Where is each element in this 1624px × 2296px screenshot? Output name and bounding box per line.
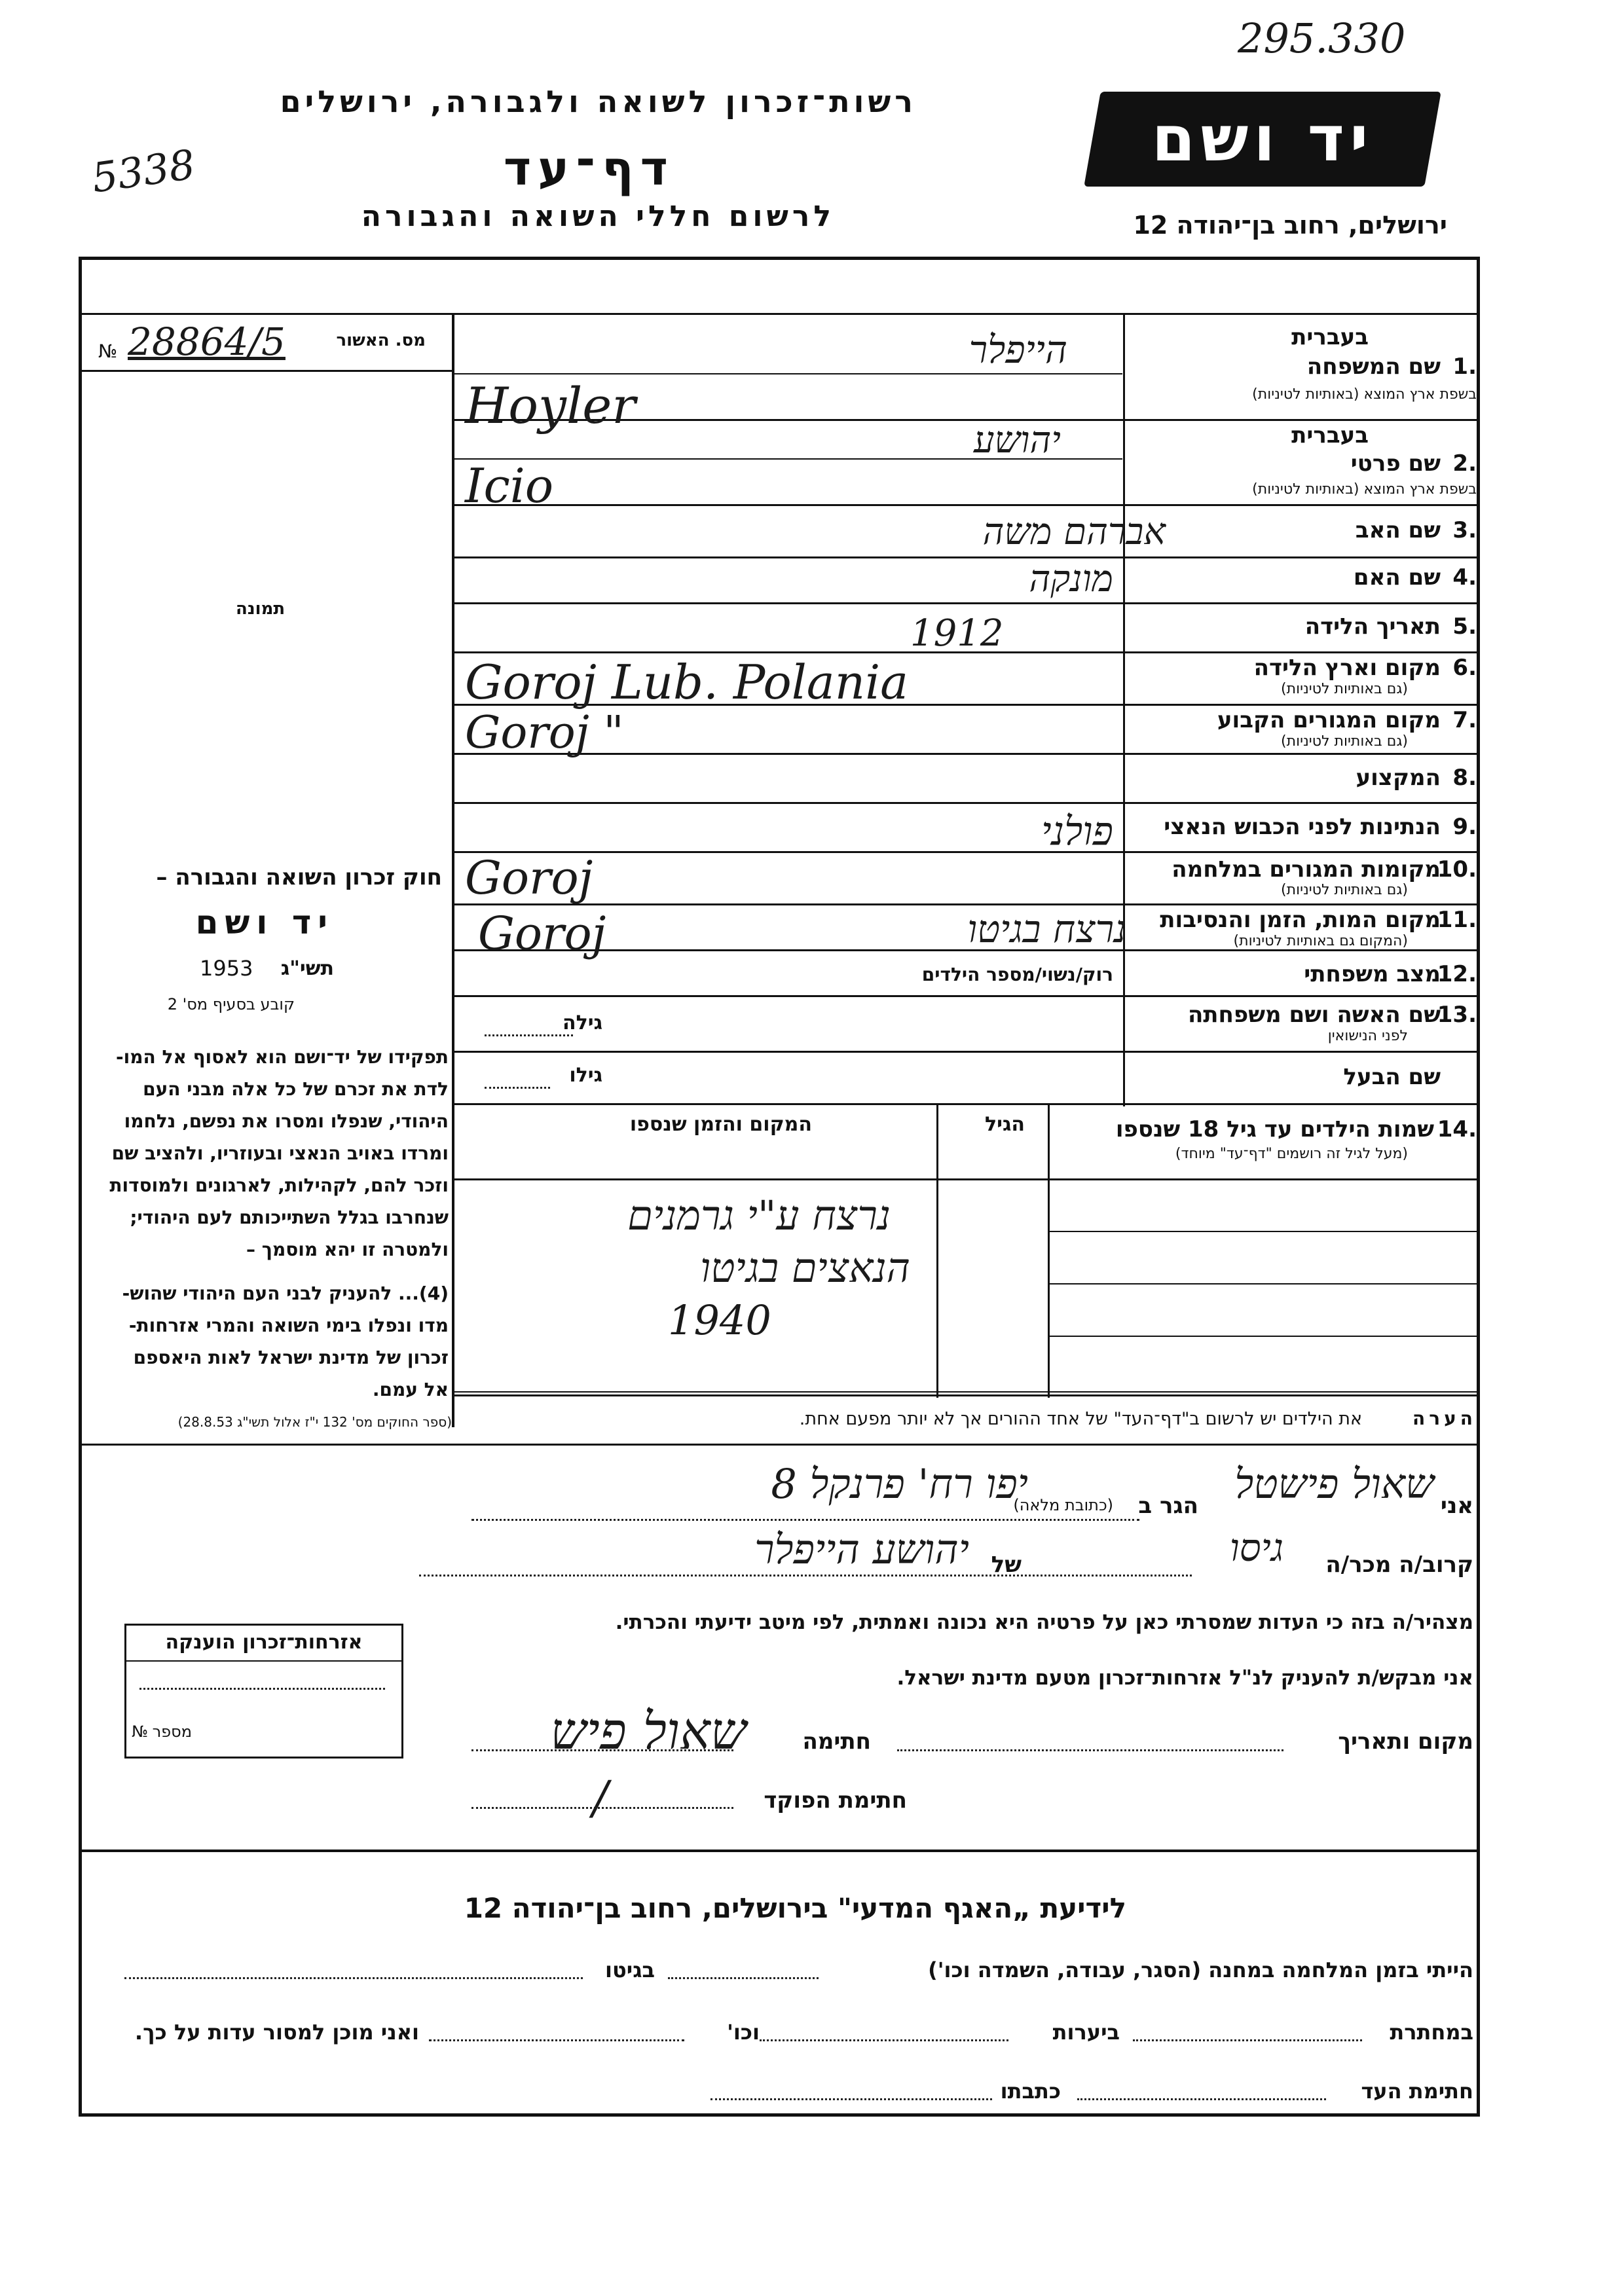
- officer-signature-label: חתימת הפוקד: [764, 1787, 907, 1813]
- declaration-of-value: יהושע הייפלר: [754, 1525, 969, 1573]
- bottom-row2-testimony: ואני מוכן למסור עדות על כך.: [134, 2020, 419, 2045]
- field-2-value-latin: Icio: [465, 458, 554, 513]
- row-line-4: [453, 602, 1478, 604]
- declaration-top-line: [79, 1444, 1480, 1446]
- children-top-line: [453, 1103, 1478, 1105]
- field-5-num: 5.: [1452, 613, 1477, 640]
- field-9-label: הנתינות לפני הכבוש הנאצי: [1164, 814, 1441, 840]
- frame-bottom: [79, 2113, 1480, 2117]
- declaration-relation: גיסו: [1229, 1525, 1283, 1570]
- law-line-2: לדת את זכרם של כל אלה מבני העם: [143, 1078, 449, 1100]
- approval-number: 28864/5: [128, 319, 286, 364]
- citizenship-box-blank[interactable]: [139, 1688, 385, 1690]
- children-entry-line-1: נרצח ע"י גרמנים: [627, 1192, 891, 1239]
- bottom-row1-ghetto: בגיטו: [605, 1958, 655, 1982]
- field-3-label: שם האב: [1355, 517, 1441, 543]
- signature-value: שאול פיש: [550, 1702, 747, 1761]
- husband-label: שם הבעל: [1343, 1064, 1441, 1090]
- bottom-row2-forests-line[interactable]: [760, 2039, 1008, 2041]
- law-citation: (ספר החוקים מס' 132 י"ז אלול תשי"ג 28.8.53): [177, 1414, 452, 1430]
- children-entry-line-2: הנאצים בגיטו: [700, 1244, 910, 1292]
- field-11-num: 11.: [1437, 907, 1477, 933]
- label-column-divider: [1123, 314, 1125, 1106]
- authority-title: רשות־זכרון לשואה ולגבורה, ירושלים: [280, 84, 917, 119]
- field-11-value: Goroj: [478, 907, 606, 960]
- field-12-label: מצב משפחתי: [1304, 961, 1441, 987]
- bottom-row2-etc-line[interactable]: [429, 2039, 684, 2041]
- declarant-name: שאול פישטל: [1234, 1460, 1434, 1508]
- handwritten-side-number: 5338: [88, 140, 198, 202]
- field-4-num: 4.: [1452, 564, 1477, 591]
- law-line-6: שנחרבו בגלל השתייכותם לעם היהודי;: [130, 1207, 449, 1228]
- field-9-value: פולני: [1041, 809, 1113, 854]
- row-line-13: [453, 1051, 1478, 1053]
- field-13-sub: לפני הנישואין: [1327, 1028, 1408, 1044]
- declaration-of-label: של: [991, 1552, 1022, 1578]
- field-6-value: Goroj Lub. Polania: [465, 655, 909, 710]
- note-label: הערה: [1412, 1408, 1477, 1429]
- children-age-col-right: [1048, 1103, 1050, 1398]
- law-name: יד ושם: [195, 903, 334, 941]
- approval-line: [79, 370, 453, 372]
- logo-text: יד ושם: [1151, 102, 1374, 175]
- bottom-row2-underground-line[interactable]: [1133, 2039, 1362, 2041]
- frame-right: [1477, 257, 1480, 2116]
- children-age-col-left: [936, 1103, 938, 1398]
- citizenship-box-number-label: מספר: [152, 1722, 192, 1741]
- frame-top: [79, 257, 1480, 260]
- row-line-8: [453, 802, 1478, 804]
- field-3-value: אברהם משה: [982, 511, 1166, 553]
- row-line-3: [453, 556, 1478, 558]
- field-6-label: מקום וארץ הלידה: [1253, 655, 1441, 681]
- field-8-label: המקצוע: [1356, 765, 1441, 791]
- field-1-value-he: הייפלר: [969, 327, 1067, 372]
- bottom-top-line: [79, 1850, 1480, 1852]
- row-top-line: [79, 313, 1480, 315]
- law-line-4: ומרדו באויב הנאצי ובעוזריו, ולהציב שם: [111, 1142, 449, 1164]
- field-9-num: 9.: [1452, 814, 1477, 840]
- field-2-sub: בשפת ארץ המוצא (באותיות לטיניות): [1252, 481, 1477, 498]
- field-1-label: שם המשפחה: [1306, 354, 1441, 380]
- row-line-2: [453, 504, 1478, 506]
- law-year-he: תשי"ג: [280, 957, 334, 980]
- children-num: 14.: [1437, 1116, 1477, 1142]
- children-row-1: [1048, 1231, 1477, 1232]
- bottom-title: לידיעת „האגף המדעי" בירושלים, רחוב בן־יהודה 12: [464, 1892, 1126, 1924]
- row-line-10: [453, 903, 1478, 905]
- law-line-5: וזכר להם, לקהילות, לארגונים ולמוסדות: [109, 1175, 449, 1196]
- field-13-num: 13.: [1437, 1002, 1477, 1028]
- field-10-sub: (גם באותיות לטיניות): [1281, 882, 1408, 898]
- field-7-label: מקום המגורים הקבוע: [1217, 707, 1441, 733]
- field-4-label: שם האם: [1353, 564, 1441, 591]
- row-line-12: [453, 995, 1478, 997]
- field-6-sub: (גם באותיות לטיניות): [1281, 681, 1408, 697]
- field-4-value: מונקה: [1029, 558, 1113, 600]
- note-text: את הילדים יש לרשום ב"דף־העד" של אחד ההורים אך לא יותר מפעם אחת.: [799, 1409, 1362, 1429]
- declaration-address-line[interactable]: [471, 1519, 1139, 1521]
- field-5-value: 1912: [910, 612, 1004, 655]
- children-header-line: [453, 1178, 1478, 1180]
- field-10-value: Goroj: [465, 851, 593, 905]
- place-date-label: מקום ותאריך: [1338, 1728, 1473, 1755]
- law-title: חוק זכרון השואה והגבורה –: [156, 864, 442, 890]
- field-1-num: 1.: [1452, 354, 1477, 380]
- officer-mark: /: [593, 1771, 608, 1825]
- field-7-value: Goroj ": [465, 707, 624, 759]
- field-3-num: 3.: [1452, 517, 1477, 543]
- children-entry-line-3: 1940: [668, 1296, 771, 1344]
- bottom-row1-camp: הייתי בזמן המלחמה במחנה (הסגר, עבודה, השמדה וכו'): [928, 1958, 1473, 1982]
- left-column-divider: [452, 314, 454, 1427]
- field-11-sub: (המקום גם באותיות לטיניות): [1233, 933, 1408, 949]
- law-line-1: תפקידו של יד־ושם הוא לאסוף אל המו-: [116, 1046, 449, 1068]
- children-bottom-line: [453, 1394, 1478, 1396]
- citizenship-box-number-symbol: №: [132, 1722, 148, 1741]
- row-line-11: [453, 949, 1478, 951]
- field-13-age-label: גילה: [563, 1011, 602, 1034]
- children-col-place: המקום והזמן שנספו: [629, 1113, 812, 1136]
- law-line-8: (4)... להעניק לבני העם היהודי שהוש-: [122, 1283, 449, 1304]
- field-10-label: מקומות המגורים במלחמה: [1172, 856, 1441, 883]
- field-6-num: 6.: [1452, 655, 1477, 681]
- declaration-statement: מצהיר/ה בזה כי העדות שמסרתי כאן על פרטיה היא נכונה ואמתית, לפי מיטב ידיעתי והכרתי.: [615, 1611, 1473, 1634]
- citizenship-box: [124, 1624, 403, 1758]
- law-year: 1953: [200, 956, 253, 981]
- bottom-row3-witness-line[interactable]: [1077, 2098, 1326, 2100]
- children-row-2: [1048, 1283, 1477, 1285]
- declaration-of-line[interactable]: [419, 1575, 1192, 1576]
- field-7-num: 7.: [1452, 707, 1477, 733]
- bottom-row2-underground: במחתרת: [1390, 2020, 1473, 2045]
- photo-label: תמונה: [236, 599, 286, 619]
- field-7-sub: (גם באותיות לטיניות): [1281, 733, 1408, 750]
- address: ירושלים, רחוב בן־יהודה 12: [1133, 211, 1447, 240]
- field-2-num: 2.: [1452, 450, 1477, 477]
- field-1-hebrew-tag: בעברית: [1291, 324, 1369, 350]
- declaration-request: אני מבקש/ת להעניק לנ"ל אזרחות־זכרון מטעם מדינת ישראל.: [896, 1666, 1473, 1690]
- field-5-label: תאריך הלידה: [1304, 613, 1441, 640]
- children-label: שמות הילדים עד גיל 18 שנספו: [1115, 1116, 1434, 1142]
- note-top-line: [453, 1391, 1478, 1393]
- field-2-label: שם פרטי: [1350, 450, 1441, 477]
- signature-label: חתימה: [802, 1728, 871, 1755]
- form-title: דף־עד: [503, 141, 674, 196]
- law-line-3: היהודי, שנפלו ומסרו את נפשם, נלחמו: [124, 1110, 449, 1132]
- row-line-9: [453, 851, 1478, 853]
- law-line-11: אל עמם.: [372, 1379, 449, 1400]
- approval-number-symbol: №: [98, 340, 118, 362]
- field-12-value: רוק/נשוי/מספר הילדים: [921, 964, 1113, 985]
- field-8-num: 8.: [1452, 765, 1477, 791]
- row1-mid-line: [453, 373, 1122, 374]
- husband-age-label: גילו: [569, 1064, 602, 1087]
- children-row-3: [1048, 1336, 1477, 1337]
- law-paragraphs: [82, 1041, 449, 1406]
- form-subtitle: לרשום חללי השואה והגבורה: [361, 200, 835, 233]
- bottom-row3-address: כתבתו: [1000, 2079, 1061, 2104]
- bottom-row2-etc: וכו': [727, 2020, 760, 2045]
- declaration-relative-label: קרוב/ה מכר/ה: [1325, 1552, 1473, 1578]
- declarant-address: יפו רח' פרנקל 8: [771, 1460, 1028, 1508]
- bottom-row1-ghetto-line[interactable]: [124, 1977, 583, 1979]
- field-13-label: שם האשה ושם משפחתה: [1187, 1002, 1441, 1028]
- field-2-value-he: יהושע: [973, 419, 1061, 462]
- law-line-7: ולמטרה זו יהא מוסמך –: [246, 1239, 449, 1260]
- place-date-line[interactable]: [897, 1749, 1283, 1751]
- husband-age-blank[interactable]: [485, 1087, 550, 1089]
- law-clause: קובע בסעיף מס' 2: [167, 995, 295, 1013]
- handwritten-ref-number: 295.330: [1238, 14, 1406, 62]
- law-line-9: מדו ונפלו בימי השואה והמרי אזרחות-: [128, 1315, 449, 1336]
- law-line-10: זכרון של מדינת ישראל לאות היאספם: [133, 1347, 449, 1368]
- field-11-value-he: נרצח בגיטו: [967, 907, 1126, 951]
- field-12-num: 12.: [1437, 961, 1477, 987]
- children-col-age: הגיל: [985, 1113, 1025, 1136]
- children-sub: (מעל לגיל זה רושמים "דף־עד" מיוחד): [1175, 1146, 1408, 1162]
- declaration-residing: הגר ב: [1138, 1493, 1198, 1519]
- field-10-num: 10.: [1437, 856, 1477, 883]
- declaration-i-label: אני: [1440, 1493, 1473, 1519]
- bottom-row1-camp-line[interactable]: [668, 1977, 819, 1979]
- field-2-hebrew-tag: בעברית: [1291, 422, 1369, 448]
- bottom-row3-address-line[interactable]: [710, 2098, 992, 2100]
- citizenship-box-title: אזרחות־זכרון הוענקה: [126, 1626, 401, 1662]
- approval-label: מס. האשור: [336, 331, 426, 350]
- field-11-label: מקום המות, הזמן והנסיבות: [1160, 907, 1441, 933]
- signature-line[interactable]: [471, 1749, 733, 1751]
- field-1-sub: בשפת ארץ המוצא (באותיות לטיניות): [1252, 386, 1477, 403]
- declaration-full-address: (כתובת מלאה): [1013, 1496, 1113, 1514]
- yad-vashem-logo: [1084, 92, 1441, 187]
- bottom-row2-forests: ביערות: [1052, 2020, 1120, 2045]
- bottom-row3-witness-signature: חתימת העד: [1361, 2079, 1473, 2104]
- field-1-value-latin: Hoyler: [465, 376, 636, 435]
- field-13-age-blank[interactable]: [485, 1034, 573, 1036]
